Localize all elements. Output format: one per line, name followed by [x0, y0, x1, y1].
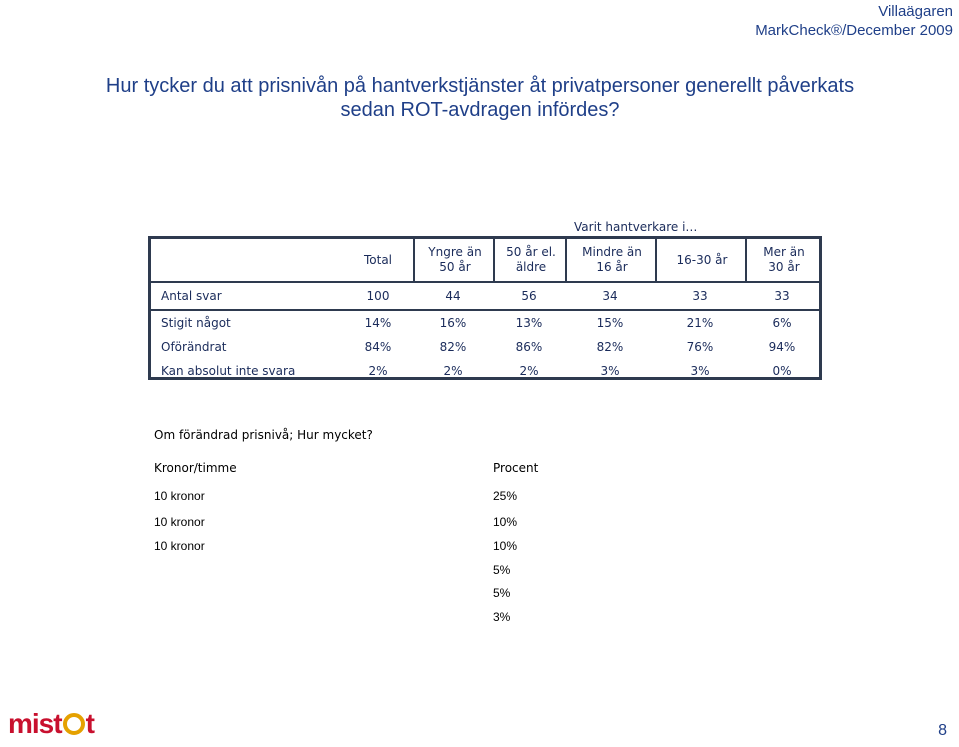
table-cell: 6%: [772, 316, 792, 330]
table-cell: 86%: [515, 340, 543, 354]
table-cell: 82%: [439, 340, 467, 354]
col-header-over-30: Mer än 30 år: [745, 239, 821, 281]
logo-text-left: mist: [8, 708, 62, 739]
table-cell: 76%: [686, 340, 714, 354]
table-cell: 2%: [443, 364, 463, 378]
col-header-procent: Procent: [493, 461, 539, 475]
group-header: Varit hantverkare i…: [574, 220, 698, 234]
table-cell: 3%: [600, 364, 620, 378]
list-item: 25%: [493, 489, 518, 503]
page-number: 8: [938, 722, 947, 739]
list-item: 5%: [493, 586, 511, 600]
table-row-stigit: [151, 311, 819, 335]
logo-text-right: t: [85, 708, 94, 739]
table-cell: 0%: [772, 364, 792, 378]
table-cell: 56: [521, 289, 537, 303]
table-cell: 33: [774, 289, 790, 303]
table-cell: 82%: [596, 340, 624, 354]
col-header-under-50: Yngre än 50 år: [413, 239, 495, 281]
list-item: 10 kronor: [154, 515, 205, 529]
table-row-kan-inte-svara: [151, 359, 819, 383]
table-header-row: [151, 239, 819, 283]
table-cell: 34: [602, 289, 618, 303]
col-header-total: Total: [363, 252, 393, 267]
table-cell: 44: [445, 289, 461, 303]
col-header-kronor: Kronor/timme: [154, 461, 237, 475]
results-table: [148, 236, 822, 380]
table-cell: 16%: [439, 316, 467, 330]
row-label: Oförändrat: [161, 340, 227, 354]
row-label: Kan absolut inte svara: [161, 364, 296, 378]
page-title: [30, 74, 930, 122]
col-header-16-30: 16-30 år: [655, 239, 747, 281]
table-cell: 21%: [686, 316, 714, 330]
brand-name: Villaägaren: [878, 3, 953, 20]
table-cell: 94%: [768, 340, 796, 354]
table-cell: 2%: [368, 364, 388, 378]
list-item: 10 kronor: [154, 489, 205, 503]
table-cell: 2%: [519, 364, 539, 378]
table-cell: 14%: [364, 316, 392, 330]
title-line-1: Hur tycker du att prisnivån på hantverkstjänster åt privatpersoner generellt påverkats: [105, 75, 855, 97]
mistat-logo: [8, 708, 94, 740]
source-label: MarkCheck®/December 2009: [755, 22, 953, 39]
table-cell: 100: [366, 289, 390, 303]
table-cell: 33: [692, 289, 708, 303]
list-item: 3%: [493, 610, 511, 624]
row-label: Stigit något: [161, 316, 231, 330]
col-header-under-16: Mindre än 16 år: [565, 239, 657, 281]
title-line-2: sedan ROT-avdragen infördes?: [340, 99, 620, 121]
table-cell: 15%: [596, 316, 624, 330]
table-row-oforandrat: [151, 335, 819, 359]
table-cell: 13%: [515, 316, 543, 330]
followup-question: Om förändrad prisnivå; Hur mycket?: [154, 428, 373, 442]
header-info: [755, 2, 953, 40]
list-item: 5%: [493, 563, 511, 577]
list-item: 10%: [493, 539, 518, 553]
table-row-antal-svar: [151, 283, 819, 311]
list-item: 10 kronor: [154, 539, 205, 553]
col-header-over-50: 50 år el. äldre: [493, 239, 567, 281]
logo-ring-icon: [63, 713, 85, 735]
table-cell: 84%: [364, 340, 392, 354]
table-cell: 3%: [690, 364, 710, 378]
row-label: Antal svar: [161, 289, 222, 303]
list-item: 10%: [493, 515, 518, 529]
